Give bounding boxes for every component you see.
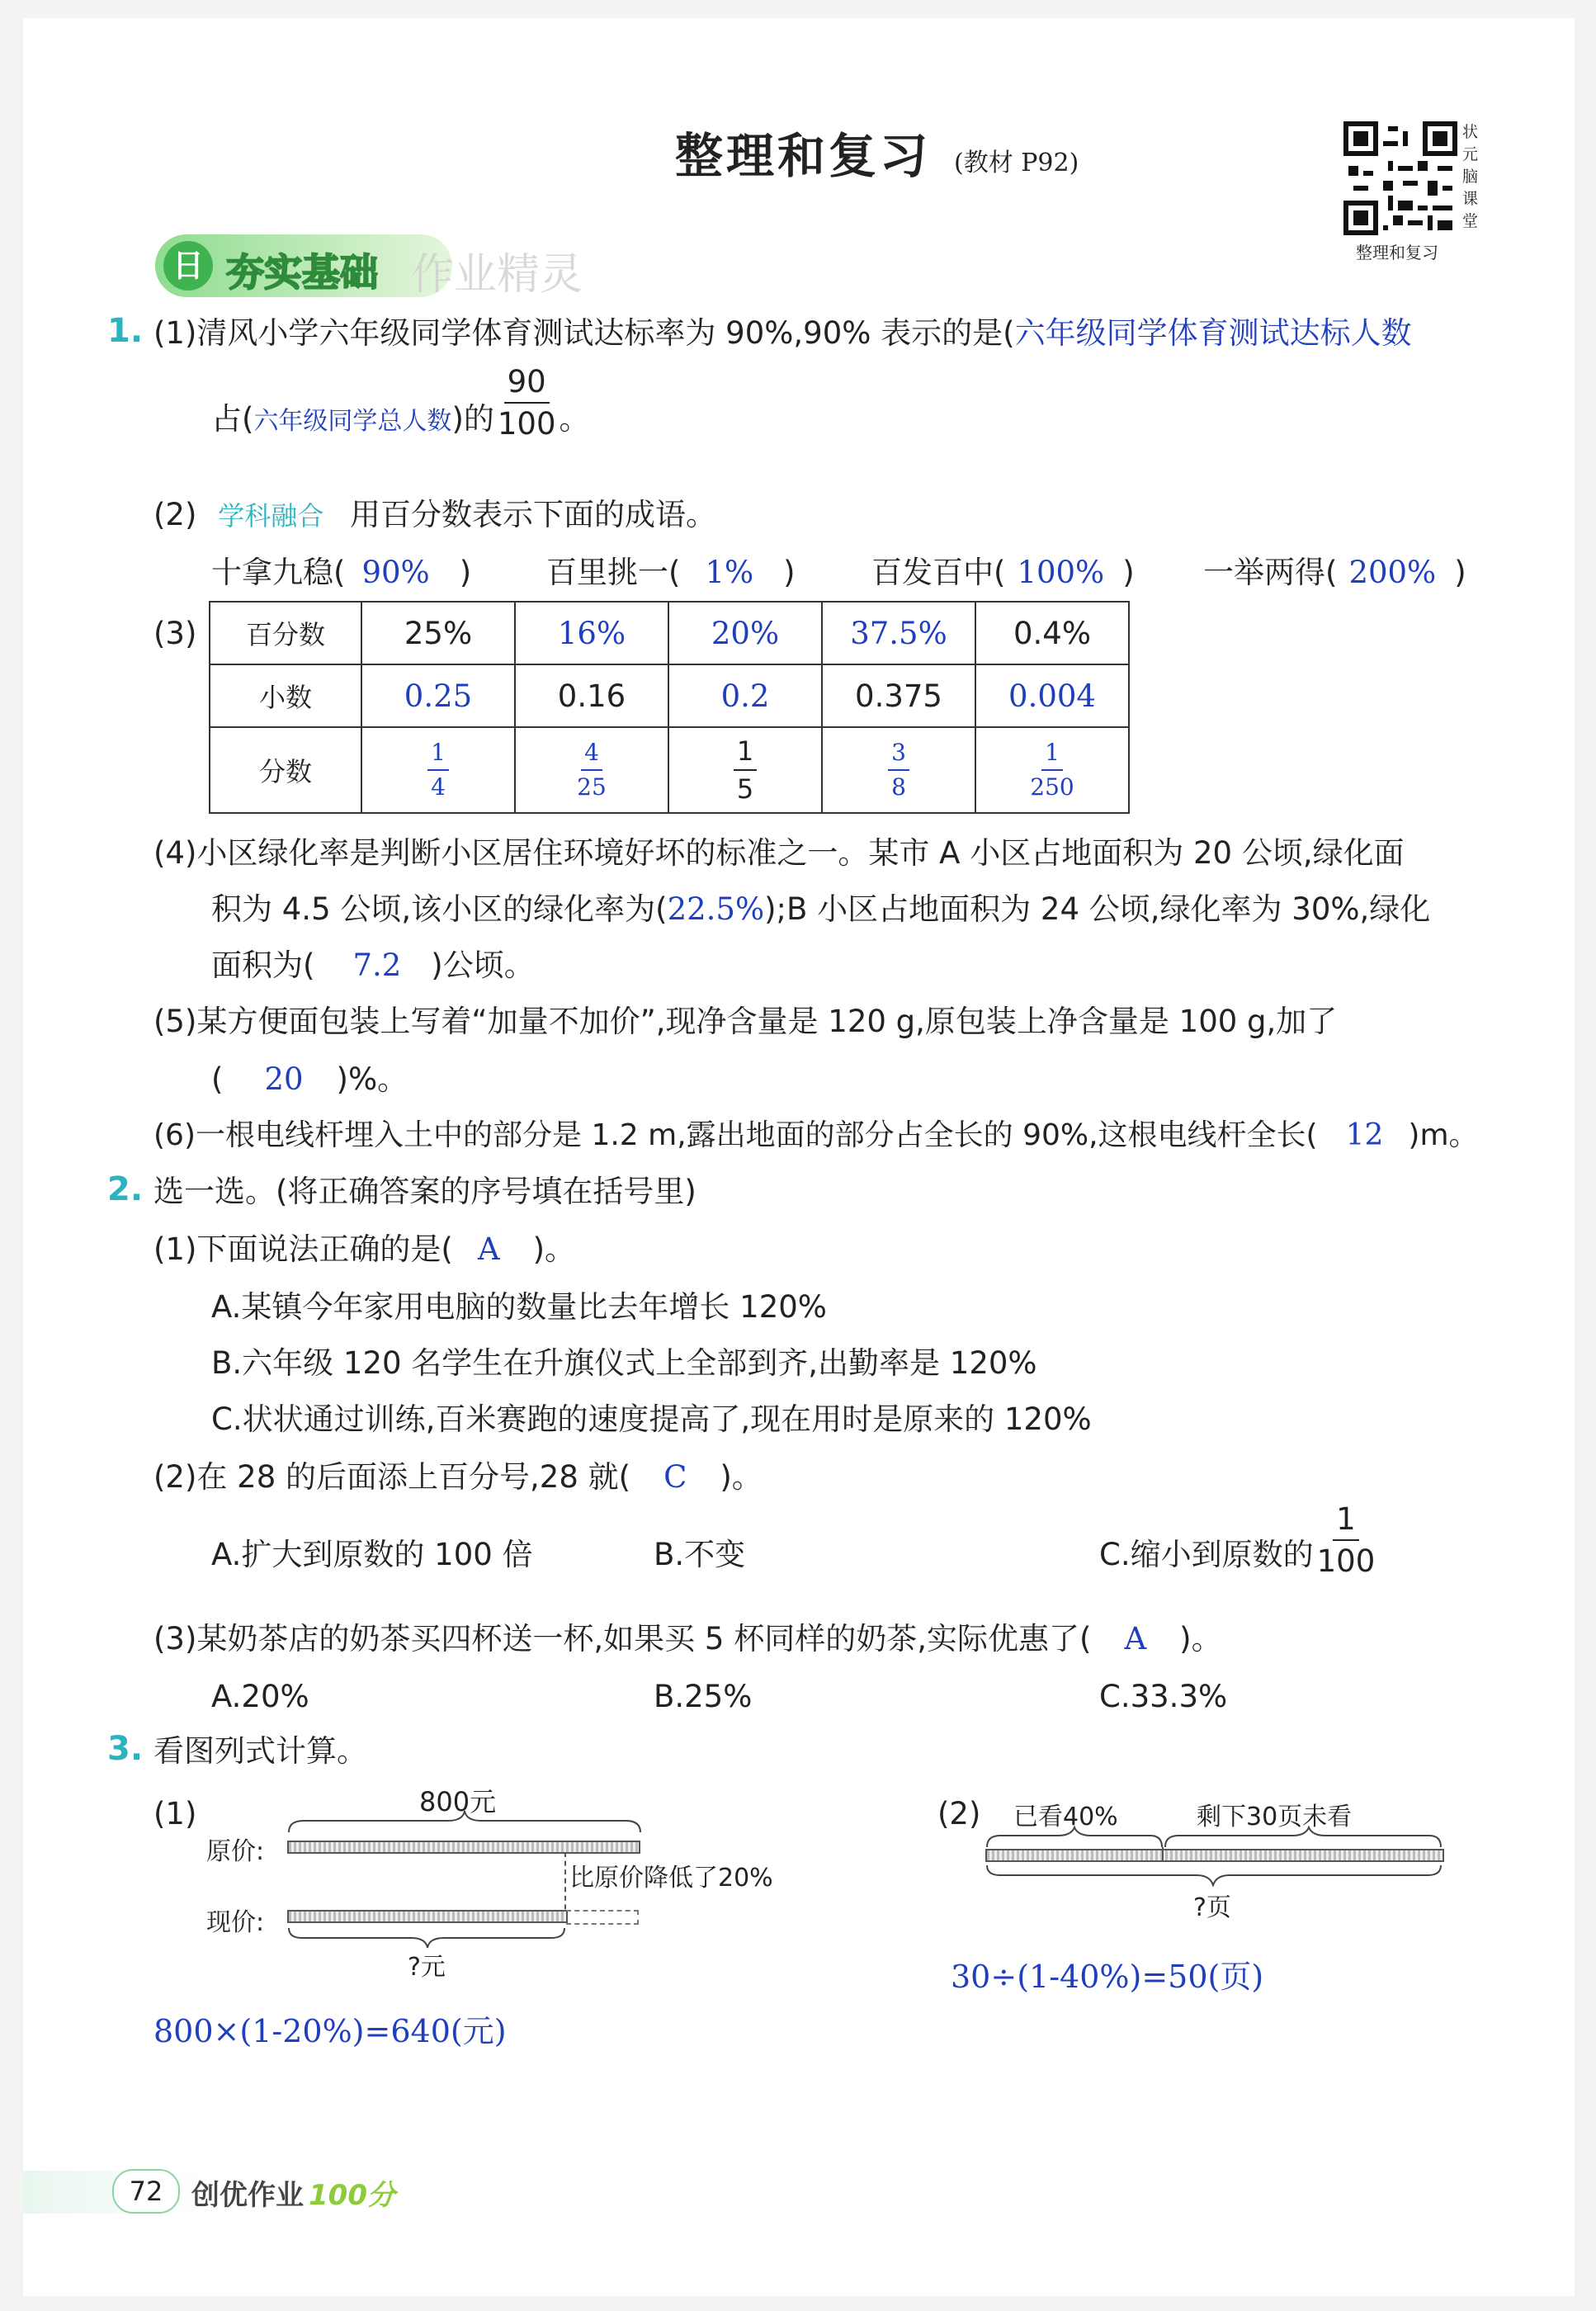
- q3-1-note: 比原价降低了20%: [569, 1864, 773, 1893]
- q2-2-option-a: A.扩大到原数的 100 倍: [211, 1537, 533, 1572]
- q2-3-answer[interactable]: A: [1124, 1621, 1147, 1656]
- footer-brand: 创优作业 100分: [191, 2179, 395, 2212]
- q1-1-answer-1[interactable]: 六年级同学体育测试达标人数: [1014, 315, 1412, 351]
- q2-2-option-b: B.不变: [654, 1537, 746, 1572]
- idiom-3: 百发百中( 100% ): [871, 555, 1135, 590]
- q1-5-line1: (5)某方便面包装上写着“加量不加价”,现净含量是 120 g,原包装上净含量是 100 g,加了: [153, 1004, 1338, 1039]
- q1-5-line2: ( 20 )%。: [211, 1061, 408, 1097]
- q2-3-option-b: B.25%: [654, 1679, 753, 1714]
- idiom-1: 十拿九稳( 90% ): [211, 555, 472, 590]
- table-row-fraction: [210, 727, 1129, 813]
- q3-1-orig-label: 原价:: [206, 1837, 265, 1866]
- q2-1-stem: (1)下面说法正确的是( A )。: [153, 1231, 576, 1267]
- cell-decimal-3[interactable]: 0.2: [668, 664, 822, 727]
- q1-1-answer-2[interactable]: 六年级同学总人数: [253, 407, 452, 436]
- idiom-answer[interactable]: 90%: [361, 555, 430, 590]
- qr-side-label: 状 元 脑 课 堂: [1462, 123, 1479, 230]
- idiom-answer[interactable]: 200%: [1348, 555, 1437, 590]
- q1-4-answer-2[interactable]: 7.2: [352, 948, 402, 983]
- idiom-answer[interactable]: 1%: [705, 555, 754, 590]
- cell-percent-4[interactable]: 37.5%: [822, 602, 975, 664]
- book-bar-split: [1162, 1847, 1164, 1862]
- q1-1-line2: 占(六年级同学总人数)的 $\frac{90}{100}$ 。: [211, 363, 590, 442]
- book-pages-bar: [985, 1849, 1444, 1862]
- cell-decimal-5[interactable]: 0.004: [975, 664, 1129, 727]
- badge-circle: 日: [163, 241, 213, 291]
- q1-number: 1.: [107, 312, 144, 350]
- q2-1-option-a: A.某镇今年家用电脑的数量比去年增长 120%: [211, 1289, 827, 1325]
- cell-percent-3[interactable]: 20%: [668, 602, 822, 664]
- q1-2-line: (2) 学科融合 用百分数表示下面的成语。: [153, 497, 716, 532]
- q3-1-now-label: 现价:: [206, 1908, 265, 1937]
- q1-4-answer-1[interactable]: 22.5%: [667, 891, 765, 927]
- worksheet-page: [23, 18, 1575, 2296]
- q3-number: 3.: [107, 1730, 144, 1768]
- q2-1-answer[interactable]: A: [477, 1231, 500, 1267]
- q2-number: 2.: [107, 1170, 144, 1208]
- q1-3-label: (3): [153, 616, 197, 651]
- cell-fraction-2[interactable]: $\frac{4}{25}$: [515, 727, 668, 813]
- q1-6-answer[interactable]: 12: [1345, 1118, 1384, 1152]
- q2-1-option-c: C.状状通过训练,百米赛跑的速度提高了,现在用时是原来的 120%: [211, 1401, 1092, 1437]
- q2-1-option-b: B.六年级 120 名学生在升旗仪式上全部到齐,出勤率是 120%: [211, 1345, 1037, 1381]
- watermark: 作业精灵: [411, 250, 583, 300]
- original-price-bar: [287, 1841, 640, 1854]
- cell-percent-1: 25%: [361, 602, 515, 664]
- q3-2-read-label: 已看40%: [1013, 1803, 1118, 1831]
- q3-2-bottom-brace: [985, 1864, 1447, 1887]
- section-title: 夯实基础: [226, 250, 378, 295]
- qr-caption: 整理和复习: [1356, 243, 1438, 262]
- q3-1-label: (1): [153, 1796, 197, 1831]
- cell-percent-5: 0.4%: [975, 602, 1129, 664]
- conversion-table: [209, 601, 1130, 814]
- q3-1-total-label: 800元: [419, 1786, 497, 1817]
- cell-fraction-1[interactable]: $\frac{1}{4}$: [361, 727, 515, 813]
- page-number: 72: [112, 2169, 180, 2214]
- cell-fraction-4[interactable]: $\frac{3}{8}$: [822, 727, 975, 813]
- q3-1-unknown: ?元: [408, 1953, 446, 1982]
- q3-2-solution[interactable]: 30÷(1-40%)=50(页): [951, 1959, 1264, 1995]
- q2-2-answer[interactable]: C: [663, 1459, 687, 1495]
- qr-code-icon[interactable]: [1343, 121, 1457, 235]
- current-price-bar: [287, 1910, 568, 1923]
- cell-fraction-5[interactable]: $\frac{1}{250}$: [975, 727, 1129, 813]
- q1-4-line3: 面积为( 7.2 )公顷。: [211, 948, 535, 983]
- fraction-90-100: $\frac{90}{100}$: [497, 363, 556, 442]
- cell-fraction-3: $\frac{1}{5}$: [668, 727, 822, 813]
- q2-3-option-c: C.33.3%: [1099, 1679, 1228, 1714]
- idiom-2: 百里挑一( 1% ): [546, 555, 796, 590]
- q2-3-stem: (3)某奶茶店的奶茶买四杯送一杯,如果买 5 杯同样的奶茶,实际优惠了( A )。: [153, 1621, 1222, 1656]
- idiom-4: 一举两得( 200% ): [1203, 555, 1466, 590]
- fraction-1-100: $\frac{1}{100}$: [1316, 1500, 1376, 1579]
- subject-tag: 学科融合: [218, 500, 324, 532]
- cell-percent-2[interactable]: 16%: [515, 602, 668, 664]
- section-badge: [155, 234, 452, 297]
- q2-3-option-a: A.20%: [211, 1679, 309, 1714]
- cell-decimal-2: 0.16: [515, 664, 668, 727]
- cell-decimal-1[interactable]: 0.25: [361, 664, 515, 727]
- q3-1-solution[interactable]: 800×(1-20%)=640(元): [153, 2013, 507, 2049]
- q1-4-line2: 积为 4.5 公顷,该小区的绿化率为(22.5%);B 小区占地面积为 24 公顷,绿化率为 30%,绿化: [211, 891, 1431, 927]
- textbook-ref: (教材 P92): [954, 149, 1079, 177]
- table-row-decimal: [210, 664, 1129, 727]
- q2-2-option-c: C.缩小到原数的 $\frac{1}{100}$: [1099, 1535, 1378, 1576]
- row-header: 小数: [210, 664, 361, 727]
- q1-5-answer[interactable]: 20: [264, 1061, 304, 1097]
- row-header: 百分数: [210, 602, 361, 664]
- q1-6-line: (6)一根电线杆埋入土中的部分是 1.2 m,露出地面的部分占全长的 90%,这根电线杆全长( 12 )m。: [153, 1118, 1479, 1152]
- idiom-answer[interactable]: 100%: [1017, 555, 1105, 590]
- q1-4-line1: (4)小区绿化率是判断小区居住环境好坏的标准之一。某市 A 小区占地面积为 20 公顷,绿化面: [153, 835, 1405, 871]
- q2-title: 选一选。(将正确答案的序号填在括号里): [153, 1174, 696, 1209]
- q3-2-unknown: ?页: [1193, 1893, 1231, 1922]
- reduction-segment: [566, 1910, 639, 1925]
- page-title: 整理和复习: [675, 128, 932, 184]
- table-row-percent: [210, 602, 1129, 664]
- cell-decimal-4: 0.375: [822, 664, 975, 727]
- q3-2-label: (2): [937, 1796, 981, 1831]
- q1-1-line1: (1)清风小学六年级同学体育测试达标率为 90%,90% 表示的是(六年级同学体育测试达标人数: [153, 315, 1412, 351]
- row-header: 分数: [210, 727, 361, 813]
- q3-2-left-label: 剩下30页未看: [1197, 1803, 1353, 1831]
- q2-2-stem: (2)在 28 的后面添上百分号,28 就( C )。: [153, 1459, 763, 1495]
- q3-1-divider: [564, 1852, 566, 1918]
- q3-title: 看图列式计算。: [153, 1733, 367, 1769]
- q3-2-top-braces: [985, 1826, 1447, 1849]
